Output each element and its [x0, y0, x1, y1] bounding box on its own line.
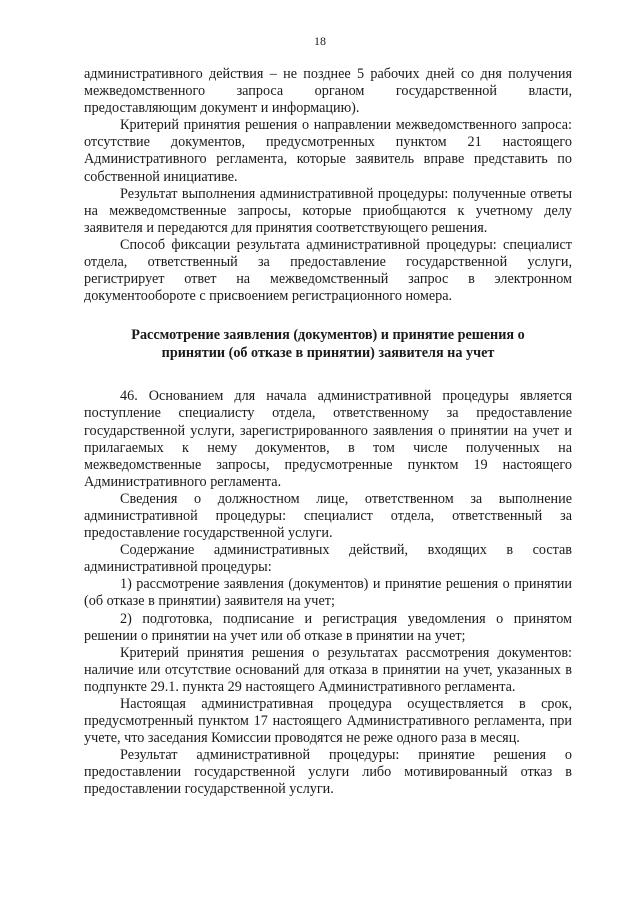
paragraph: Содержание административных действий, входящих в состав административной процедуры: — [84, 542, 572, 576]
document-body — [84, 66, 572, 799]
section-heading-line: Рассмотрение заявления (документов) и принятие решения о — [131, 327, 525, 344]
paragraph: Сведения о должностном лице, ответственном за выполнение административной процедуры: специалист отдела, ответственный за предоставление государственной услуги. — [84, 490, 572, 542]
paragraph: Способ фиксации результата административной процедуры: специалист отдела, ответственный за предоставление государственной услуги, регистрирует ответ на межведомственный запрос в электронном документообороте с присвоением регистрационного номера. — [84, 236, 572, 305]
paragraph: Критерий принятия решения о результатах рассмотрения документов: наличие или отсутствие оснований для отказа в принятии на учет, указанных в подпункте 29.1. пункта 29 настоящего Административного регламента. — [84, 644, 572, 695]
paragraph: Результат административной процедуры: принятие решения о предоставлении государственной услуги либо мотивированный отказ в предоставлении государственной услуги. — [84, 747, 572, 798]
page-number: 18 — [314, 34, 326, 48]
section-heading-line: принятии (об отказе в принятии) заявителя на учет — [161, 345, 495, 362]
paragraph: Критерий принятия решения о направлении межведомственного запроса: отсутствие документов, предусмотренных пунктом 21 настоящего Административного регламента, которые заявитель вправе представить по собственной инициативе. — [84, 117, 572, 185]
paragraph: административного действия – не позднее 5 рабочих дней со дня получения межведомственного запроса органом государственной власти, предоставляющим документ и информацию). — [84, 66, 572, 117]
list-item: 2) подготовка, подписание и регистрация уведомления о принятом решении о принятии на учет или об отказе в принятии на учет; — [84, 610, 572, 644]
paragraph: Настоящая административная процедура осуществляется в срок, предусмотренный пунктом 17 настоящего Административного регламента, при учете, что заседания Комиссии проводятся не реже одного раза в месяц. — [84, 696, 572, 747]
section-heading — [84, 326, 572, 362]
list-item: 1) рассмотрение заявления (документов) и принятие решения о принятии (об отказе в принятии) заявителя на учет; — [84, 576, 572, 610]
paragraph: Результат выполнения административной процедуры: полученные ответы на межведомственные запросы, которые приобщаются к учетному делу заявителя и передаются для принятия соответствующего решения. — [84, 185, 572, 236]
paragraph: 46. Основанием для начала административной процедуры является поступление специалисту отдела, ответственному за предоставление государственной услуги, зарегистрированного заявления о принятии на учет и прилагаемых к нему документов, в том числе полученных на межведомственные запросы, предусмотренные пунктом 19 настоящего Административного регламента. — [84, 388, 572, 490]
